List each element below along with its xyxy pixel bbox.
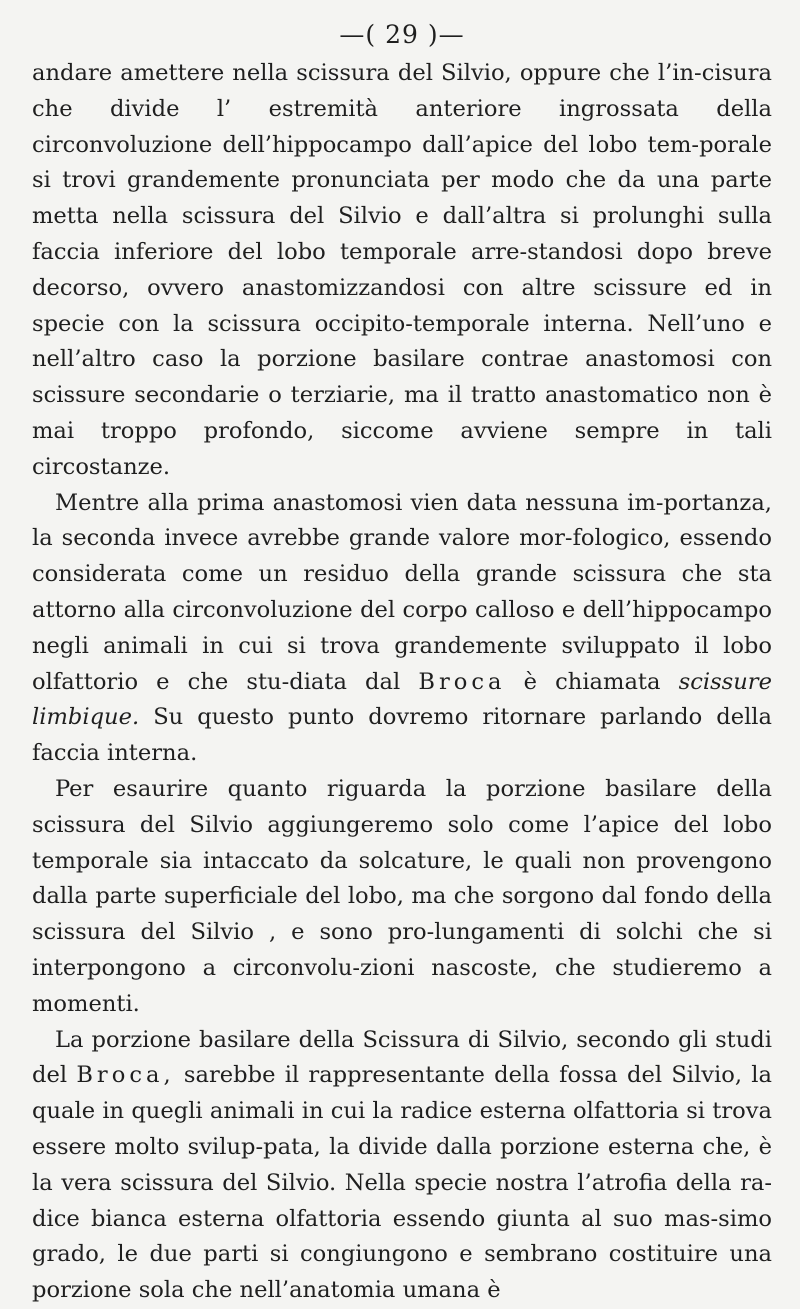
paragraph-4: [32, 1023, 772, 1309]
paragraph-2-middle: è chiamata: [523, 668, 661, 695]
paragraph-1: andare amettere nella scissura del Silvio, oppure che l’in-cisura che divide l’ estremità anteriore ingrossata della circonvoluzione dell’hippocampo dall’apice del lobo tem-porale si trovi grandemente pronunciata per modo che da una parte metta nella scissura del Silvio e dall’altra si prolunghi sulla faccia inferiore del lobo temporale arre-standosi dopo breve decorso, ovvero anastomizzandosi con altre scissure ed in specie con la scissura occipito-temporale interna. Nell’uno e nell’altro caso la porzione basilare contrae anastomosi con scissure secondarie o terziarie, ma il tratto anastomatico non è mai troppo profondo, siccome avviene sempre in tali circostanze.: [32, 60, 772, 480]
term-scissure-limbique: scissure limbique.: [32, 668, 772, 731]
author-name-broca-2: Broca,: [76, 1062, 175, 1089]
author-name-broca: Broca: [418, 668, 506, 695]
paragraph-2-before: Mentre alla prima anastomosi vien data nessuna im-portanza, la seconda invece avrebbe grande valore mor-fologico, essendo considerata come un residuo della grande scissura che sta attorno alla circonvoluzione del corpo calloso e dell’hippocampo negli animali in cui si trova grandemente sviluppato il lobo olfattorio e che stu-diata dal: [32, 489, 772, 695]
paragraph-2: [32, 486, 772, 772]
body-text: [32, 56, 772, 1309]
paragraph-2-after: Su questo punto dovremo ritornare parlando della faccia interna.: [32, 704, 772, 767]
page-number: —( 29 )—: [339, 20, 465, 49]
paragraph-3: Per esaurire quanto riguarda la porzione basilare della scissura del Silvio aggiungeremo solo come l’apice del lobo temporale sia intaccato da solcature, le quali non provengono dalla parte superficiale del lobo, ma che sorgono dal fondo della scissura del Silvio , e sono pro-lungamenti di solchi che si interpongono a circonvolu-zioni nascoste, che studieremo a momenti.: [32, 775, 772, 1017]
paragraph-4-before: La porzione basilare della Scissura di Silvio, secondo gli studi del: [32, 1026, 772, 1089]
paragraph-4-after: sarebbe il rappresentante della fossa del Silvio, la quale in quegli animali in cui la radice esterna olfattoria si trova essere molto svilup-pata, la divide dalla porzione esterna che, è la vera scissura del Silvio. Nella specie nostra l’atrofia della ra-dice bianca esterna olfattoria essendo giunta al suo mas-simo grado, le due parti si congiungono e sembrano costituire una porzione sola che nell’anatomia umana è: [32, 1062, 772, 1304]
